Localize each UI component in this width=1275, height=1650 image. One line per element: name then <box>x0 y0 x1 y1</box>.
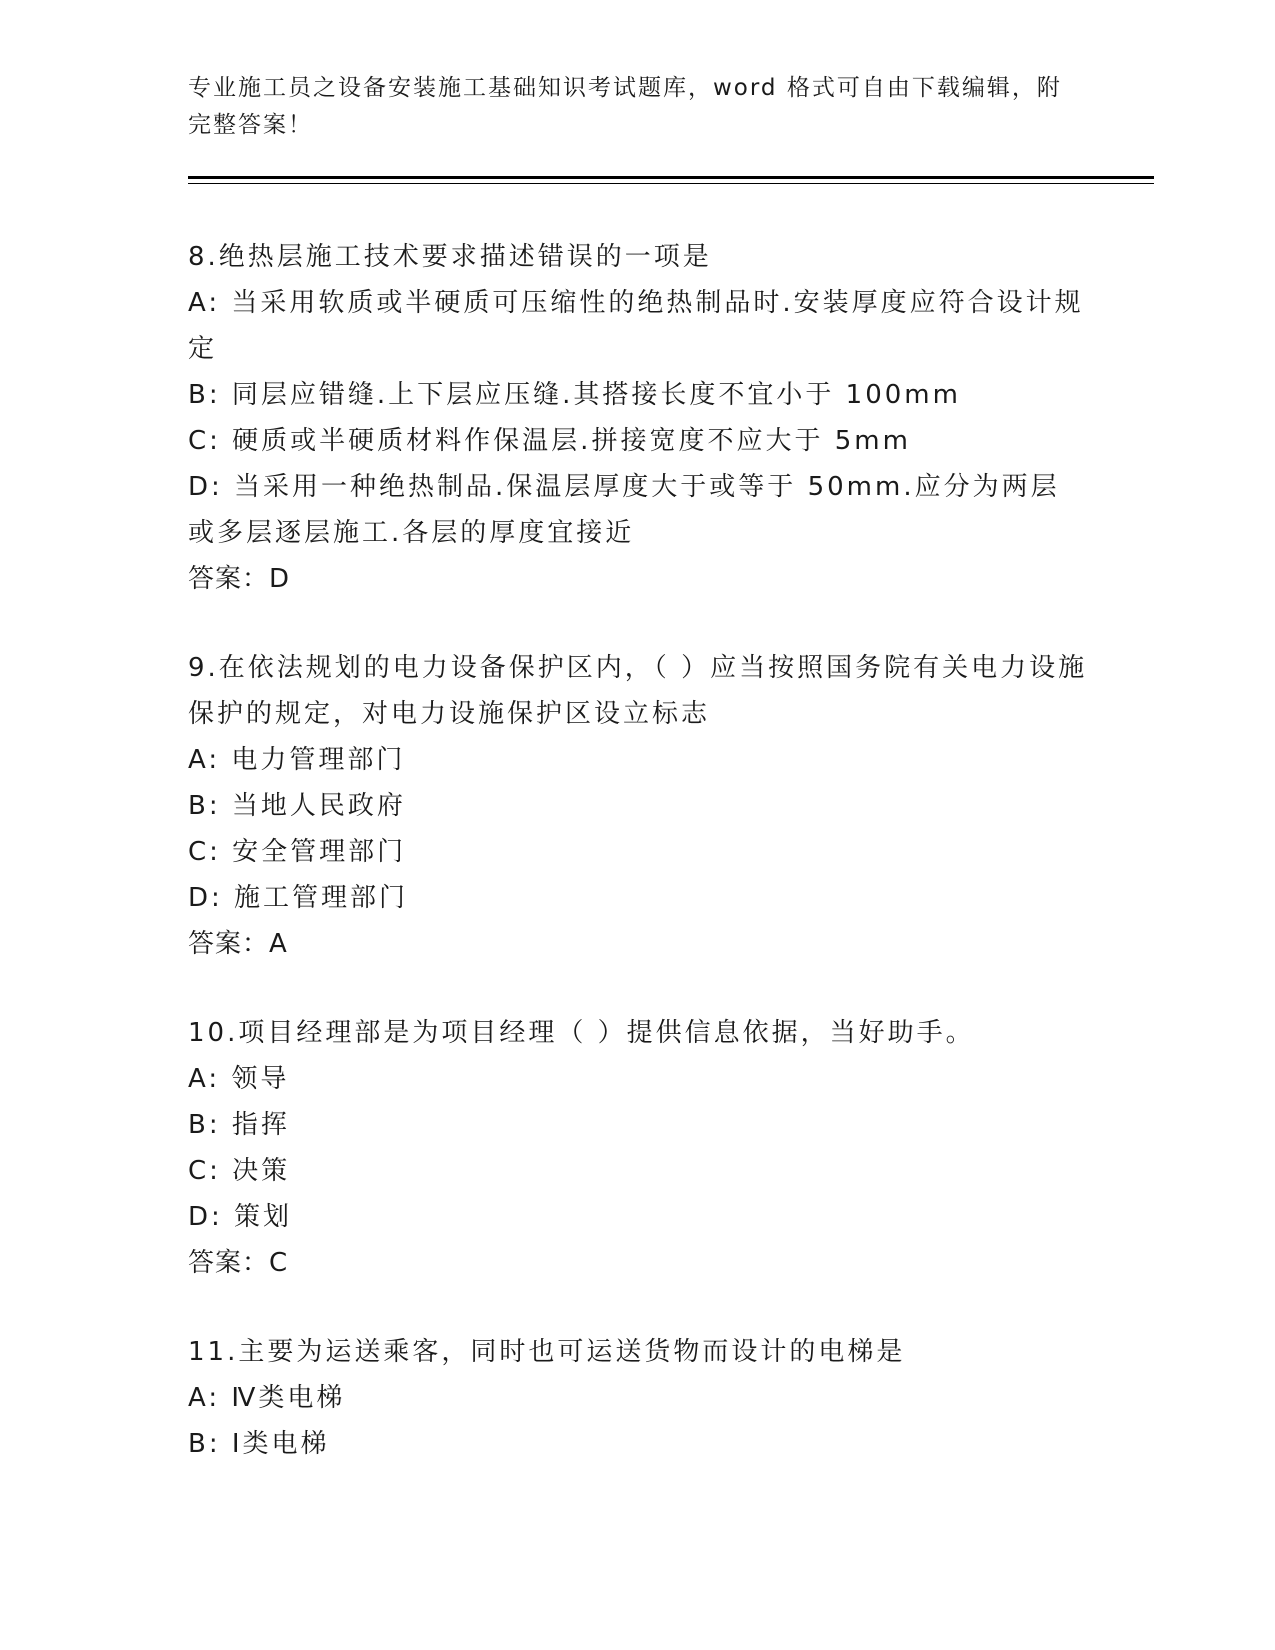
question-8 <box>188 234 1088 602</box>
document-header: 专业施工员之设备安装施工基础知识考试题库，word 格式可自由下载编辑，附完整答案！ <box>188 75 1062 138</box>
header-divider-thick <box>188 176 1154 179</box>
option-d: D: 施工管理部门 <box>188 883 409 913</box>
question-stem: 10.项目经理部是为项目经理（ ）提供信息依据，当好助手。 <box>188 1018 975 1048</box>
header-divider-thin <box>188 183 1154 184</box>
answer: 答案：D <box>188 564 291 594</box>
option-b: B: 指挥 <box>188 1110 290 1140</box>
option-b: B: 当地人民政府 <box>188 791 406 821</box>
option-a: A: Ⅳ类电梯 <box>188 1383 346 1413</box>
question-list <box>188 234 1088 1510</box>
option-d: D: 策划 <box>188 1202 293 1232</box>
option-c: C: 安全管理部门 <box>188 837 407 867</box>
question-stem: 8.绝热层施工技术要求描述错误的一项是 <box>188 242 712 272</box>
option-a: A: 电力管理部门 <box>188 745 406 775</box>
option-b: B: Ⅰ类电梯 <box>188 1429 330 1459</box>
answer: 答案：A <box>188 929 288 959</box>
option-d: D: 当采用一种绝热制品.保温层厚度大于或等于 50mm.应分为两层或多层逐层施工.各层的厚度宜接近 <box>188 472 1060 548</box>
option-c: C: 硬质或半硬质材料作保温层.拼接宽度不应大于 5mm <box>188 426 911 456</box>
question-9 <box>188 645 1088 967</box>
question-10 <box>188 1010 1088 1286</box>
question-stem: 9.在依法规划的电力设备保护区内，（ ）应当按照国务院有关电力设施保护的规定，对电力设施保护区设立标志 <box>188 653 1088 729</box>
option-a: A: 当采用软质或半硬质可压缩性的绝热制品时.安装厚度应符合设计规定 <box>188 288 1084 364</box>
option-a: A: 领导 <box>188 1064 290 1094</box>
question-stem: 11.主要为运送乘客，同时也可运送货物而设计的电梯是 <box>188 1337 906 1367</box>
option-c: C: 决策 <box>188 1156 291 1186</box>
question-11 <box>188 1329 1088 1467</box>
answer: 答案：C <box>188 1248 289 1278</box>
option-b: B: 同层应错缝.上下层应压缝.其搭接长度不宜小于 100mm <box>188 380 961 410</box>
